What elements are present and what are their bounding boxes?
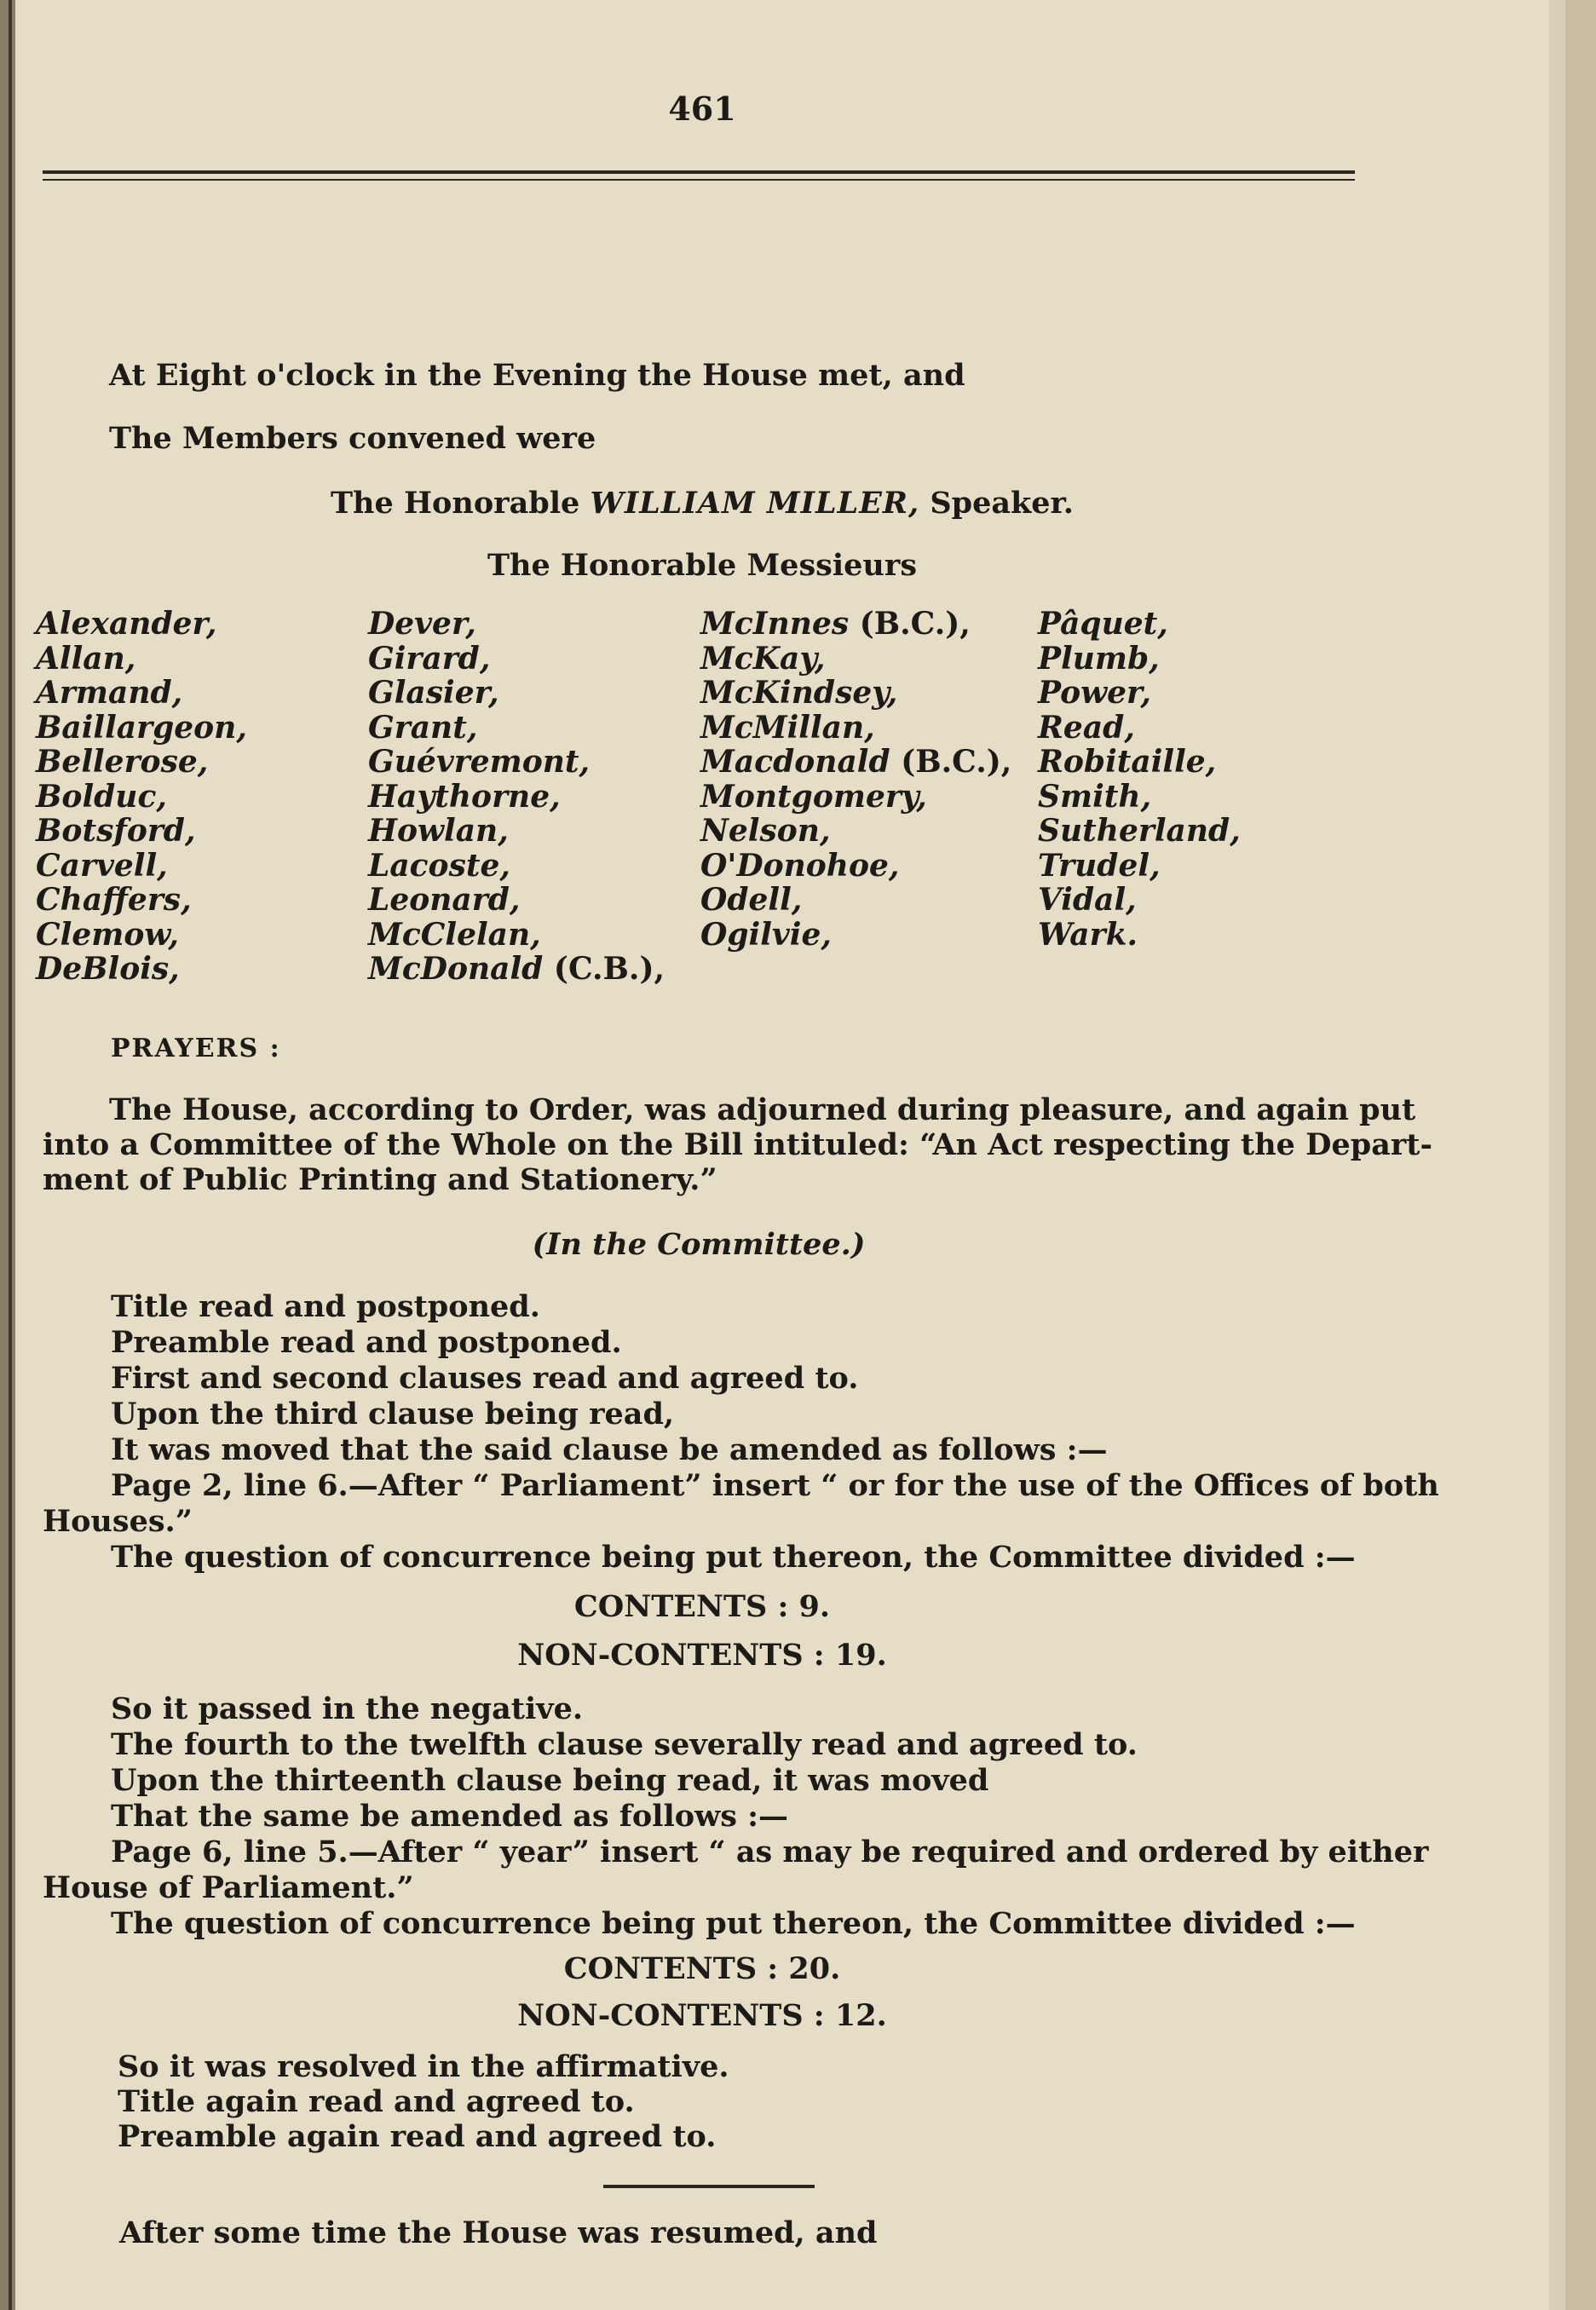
proceeding-line: First and second clauses read and agreed to. [111, 1361, 859, 1396]
proceeding-line: It was moved that the said clause be amended as follows :— [111, 1432, 1108, 1467]
member-name-text: McDonald [368, 951, 544, 987]
member-name: Armand, [36, 675, 183, 711]
member-name: Lacoste, [368, 847, 510, 884]
member-name: Carvell, [36, 847, 168, 884]
member-name: Ogilvie, [700, 916, 832, 953]
page-number: 461 [668, 89, 736, 128]
member-name [368, 952, 665, 987]
member-name: Nelson, [700, 813, 831, 849]
speaker-title: Speaker. [930, 486, 1074, 521]
proceeding-line: Title read and postponed. [111, 1289, 540, 1324]
speaker-line [0, 486, 1404, 521]
header-rule [43, 170, 1355, 174]
member-column-4 [1038, 607, 1241, 952]
member-name: Baillargeon, [36, 709, 247, 746]
member-name: McMillan, [700, 709, 875, 746]
vote-non-contents: NON-CONTENTS : 12. [517, 1998, 887, 2033]
proceeding-line: So it passed in the negative. [111, 1691, 584, 1726]
member-name: Vidal, [1038, 882, 1137, 918]
header-rule-thin [43, 179, 1355, 181]
member-column-2 [368, 607, 665, 987]
proceeding-line: So it was resolved in the affirmative. [118, 2049, 729, 2084]
member-name: Haythorne, [368, 778, 561, 815]
member-name: O'Donohoe, [700, 847, 900, 884]
member-name [700, 607, 1011, 642]
vote-contents: CONTENTS : 20. [563, 1951, 841, 1986]
member-name: Bolduc, [36, 778, 167, 815]
closing-line: After some time the House was resumed, and [119, 2215, 878, 2250]
amendment-line-cont: Houses.” [43, 1504, 193, 1539]
member-name: Pâquet, [1038, 606, 1168, 642]
proceeding-line: Preamble read and postponed. [111, 1325, 622, 1360]
speaker-name: WILLIAM MILLER, [590, 486, 920, 521]
proceeding-line: That the same be amended as follows :— [111, 1799, 789, 1834]
member-name-text: McInnes [700, 606, 850, 642]
member-name: Girard, [368, 640, 491, 677]
question-line: The question of concurrence being put thereon, the Committee divided :— [111, 1906, 1356, 1941]
member-name: Sutherland, [1038, 813, 1241, 849]
member-name: McClelan, [368, 916, 541, 953]
proceeding-line: Preamble again read and agreed to. [118, 2119, 717, 2154]
member-column-1 [36, 607, 247, 987]
vote-non-contents: NON-CONTENTS : 19. [517, 1638, 887, 1673]
proceeding-line: Title again read and agreed to. [118, 2084, 635, 2119]
member-name: Smith, [1038, 778, 1152, 815]
amendment-line: Page 2, line 6.—After “ Parliament” insert “ or for the use of the Offices of both [111, 1468, 1439, 1503]
member-column-3 [700, 607, 1011, 952]
amendment-line-cont: House of Parliament.” [43, 1870, 414, 1905]
member-name: Bellerose, [36, 744, 209, 780]
paragraph-line: ment of Public Printing and Stationery.” [43, 1162, 717, 1197]
member-name: Dever, [368, 606, 476, 642]
committee-heading: (In the Committee.) [532, 1227, 866, 1262]
member-name [700, 745, 1011, 780]
member-name: Montgomery, [700, 778, 927, 815]
vote-contents: CONTENTS : 9. [573, 1589, 831, 1624]
proceeding-line: The fourth to the twelfth clause severally read and agreed to. [111, 1727, 1138, 1762]
member-name: Alexander, [36, 606, 217, 642]
member-riding: (B.C.), [859, 606, 971, 642]
member-name: DeBlois, [36, 951, 180, 987]
member-name: Read, [1038, 709, 1135, 746]
member-name: Grant, [368, 709, 478, 746]
proceeding-line: Upon the thirteenth clause being read, it was moved [111, 1763, 989, 1798]
member-name: Robitaille, [1038, 744, 1217, 780]
member-riding: (B.C.), [901, 744, 1012, 780]
member-name: Clemow, [36, 916, 179, 953]
member-name: Wark. [1038, 916, 1138, 953]
member-name: McKindsey, [700, 675, 898, 711]
member-name: Leonard, [368, 882, 521, 918]
prayers-heading: PRAYERS : [111, 1034, 281, 1063]
member-name: Botsford, [36, 813, 196, 849]
member-name: Chaffers, [36, 882, 192, 918]
member-name: Odell, [700, 882, 803, 918]
member-name: Trudel, [1038, 847, 1161, 884]
messieurs-heading: The Honorable Messieurs [487, 548, 918, 583]
member-name: Plumb, [1038, 640, 1160, 677]
member-name-text: Macdonald [700, 744, 890, 780]
member-name: Howlan, [368, 813, 509, 849]
section-separator [603, 2185, 815, 2188]
member-name: Glasier, [368, 675, 499, 711]
proceeding-line: Upon the third clause being read, [111, 1397, 675, 1432]
intro-line: At Eight o'clock in the Evening the House met, and [109, 358, 965, 393]
paragraph-line: into a Committee of the Whole on the Bill intituled: “An Act respecting the Depart- [43, 1127, 1433, 1162]
speaker-prefix: The Honorable [331, 486, 580, 521]
members-convened-line: The Members convened were [109, 421, 596, 456]
amendment-line: Page 6, line 5.—After “ year” insert “ as may be required and ordered by either [111, 1835, 1429, 1869]
page-edge [1565, 0, 1596, 2310]
member-name: Power, [1038, 675, 1151, 711]
member-riding: (C.B.), [553, 951, 665, 987]
member-name: McKay, [700, 640, 826, 677]
paragraph-line: The House, according to Order, was adjourned during pleasure, and again put [109, 1092, 1416, 1127]
question-line: The question of concurrence being put thereon, the Committee divided :— [111, 1540, 1356, 1575]
member-name: Allan, [36, 640, 136, 677]
member-name: Guévremont, [368, 744, 591, 780]
